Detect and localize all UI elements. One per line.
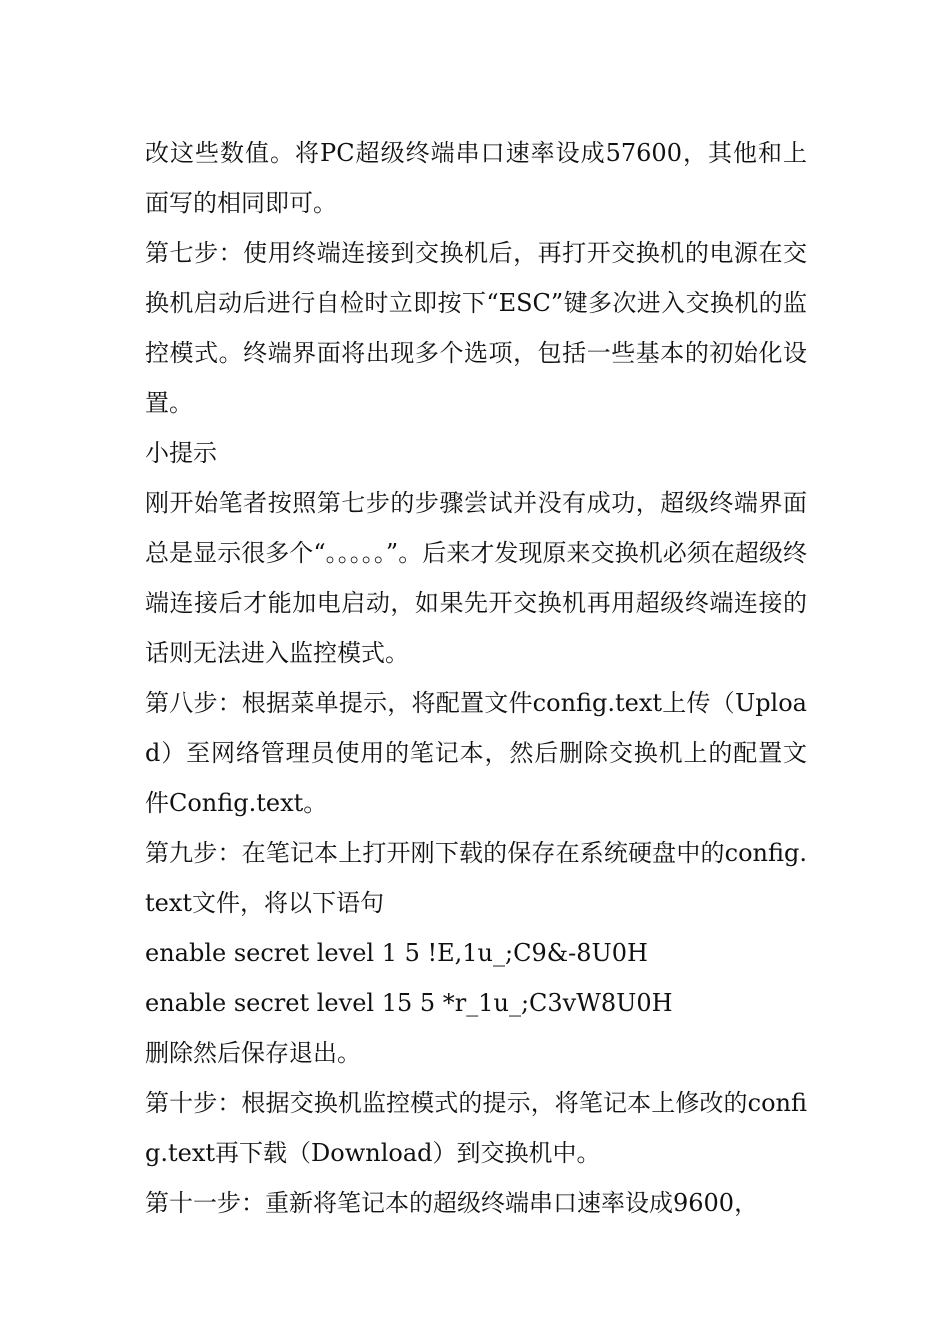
code-line-level-15: enable secret level 15 5 *r_1u_;C3vW8U0H (145, 989, 673, 1017)
paragraph-step-eleven: 第十一步：重新将笔记本的超级终端串口速率设成9600， (145, 1189, 759, 1217)
paragraph-tip-heading: 小提示 (145, 439, 217, 467)
code-line-level-1: enable secret level 1 5 !E,1u_;C9&-8U0H (145, 939, 648, 967)
paragraph-step-ten: 第十步：根据交换机监控模式的提示，将笔记本上修改的config.text再下载（Download）到交换机中。 (145, 1089, 807, 1167)
paragraph-continued-baud-rate: 改这些数值。将PC超级终端串口速率设成57600，其他和上面写的相同即可。 (145, 139, 807, 217)
paragraph-tip-body: 刚开始笔者按照第七步的步骤尝试并没有成功，超级终端界面总是显示很多个“。。。。。”。后来才发现原来交换机必须在超级终端连接后才能加电启动，如果先开交换机再用超级终端连接的话则无法进入监控模式。 (145, 489, 807, 667)
paragraph-step-eight: 第八步：根据菜单提示，将配置文件config.text上传（Upload）至网络管理员使用的笔记本，然后删除交换机上的配置文件Config.text。 (145, 689, 807, 817)
paragraph-delete-save: 删除然后保存退出。 (145, 1039, 361, 1067)
paragraph-step-seven: 第七步：使用终端连接到交换机后，再打开交换机的电源在交换机启动后进行自检时立即按下“ESC”键多次进入交换机的监控模式。终端界面将出现多个选项，包括一些基本的初始化设置。 (145, 239, 807, 417)
document-page (145, 128, 807, 1228)
paragraph-step-nine: 第九步：在笔记本上打开刚下载的保存在系统硬盘中的config.text文件，将以下语句 (145, 839, 807, 917)
